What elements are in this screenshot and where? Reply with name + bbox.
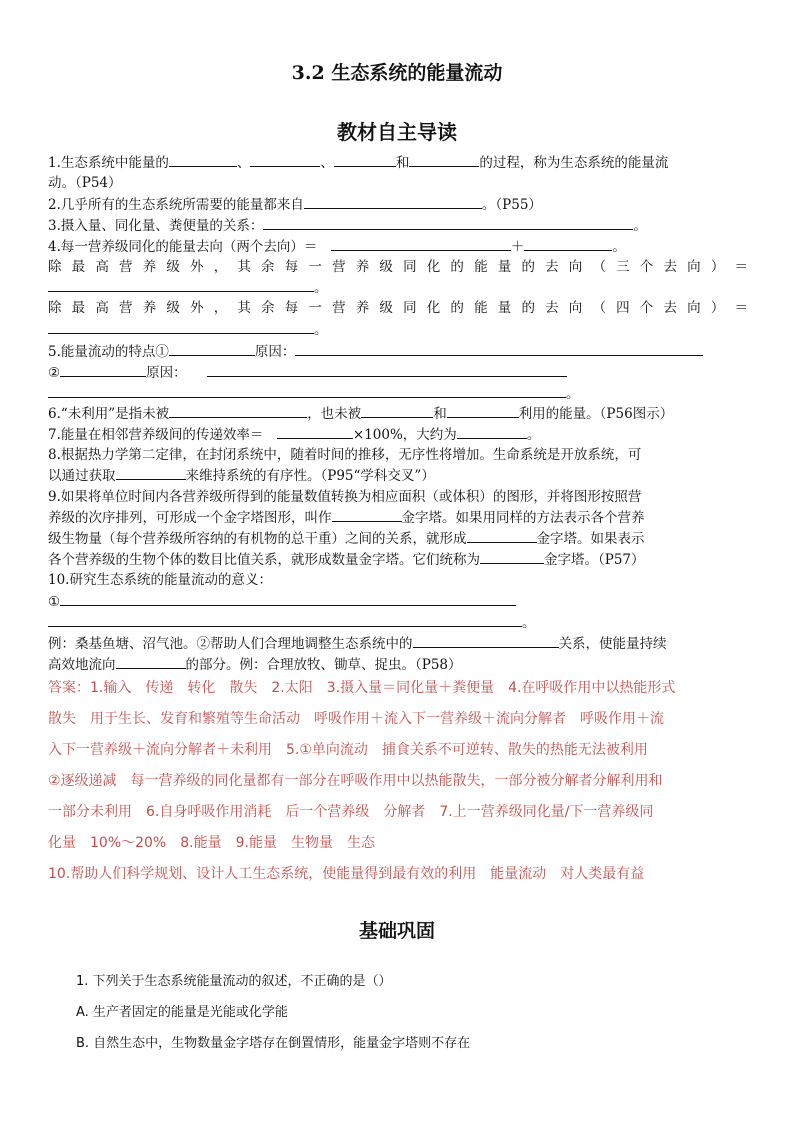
item-4-three-answer: 。 (48, 277, 748, 298)
blank (48, 383, 566, 398)
subtitle: 教材自主导读 (337, 120, 457, 144)
item-5-line-2: ② 原因： (48, 362, 748, 383)
answer-line-3: 入下一营养级＋流向分解者＋未利用 5.①单向流动 捕食关系不可逆转、散失的热能无法被利用 (48, 742, 648, 758)
item-10-line-5: 高效地流向 的部分。例：合理放牧、锄草、捉虫。（P58） (48, 654, 748, 675)
item-10-line-1: 10.研究生态系统的能量流动的意义： (48, 572, 272, 588)
item-4: 4.每一营养级同化的能量去向（两个去向）＝ ＋ 。 (48, 236, 748, 257)
item-4-three-directions: 除最高营养级外，其余每一营养级同化的能量的去向（三个去向）＝ (48, 259, 748, 275)
option-b: B. 自然生态中，生物数量金字塔存在倒置情形，能量金字塔则不存在 (76, 1036, 471, 1051)
option-a: A. 生产者固定的能量是光能或化学能 (76, 1005, 288, 1020)
item-10-line-4: 例：桑基鱼塘、沼气池。②帮助人们合理地调整生态系统中的 关系，使能量持续 (48, 633, 748, 654)
blank (304, 194, 482, 209)
section-title: 3.2 生态系统的能量流动 (291, 62, 503, 84)
blank (361, 403, 433, 418)
question-1: 1. 下列关于生态系统能量流动的叙述，不正确的是（） (76, 974, 392, 989)
answer-line-5: 一部分未利用 6.自身呼吸作用消耗 后一个营养级 分解者 7.上一营养级同化量/下一营养级同 (48, 804, 654, 820)
item-8-line-1: 8.根据热力学第二定律，在封闭系统中，随着时间的推移，无序性将增加。生命系统是开放系统，可 (48, 447, 642, 463)
item-7: 7.能量在相邻营养级间的传递效率＝ ×100%，大约为 。 (48, 424, 748, 445)
blank (48, 319, 314, 334)
blank (116, 465, 186, 480)
blank (207, 362, 567, 377)
blank (250, 152, 320, 167)
blank (447, 403, 519, 418)
answer-line-1: 答案：1.输入 传递 转化 散失 2.太阳 3.摄入量＝同化量＋粪便量 4.在呼吸作用中以热能形式 (48, 680, 676, 696)
blank (48, 612, 522, 627)
answer-line-6: 化量 10%～20% 8.能量 9.能量 生物量 生态 (48, 835, 375, 851)
blank (263, 215, 633, 230)
item-9-line-2: 养级的次序排列，可形成一个金字塔图形，叫作 金字塔。如果用同样的方法表示各个营养 (48, 507, 748, 528)
blank (332, 507, 402, 522)
blank (277, 424, 353, 439)
item-10-line-3: 。 (48, 612, 748, 633)
blank (480, 549, 544, 564)
item-9-line-3: 级生物量（每个营养级所容纳的有机物的总干重）之间的关系，就形成 金字塔。如果表示 (48, 528, 748, 549)
item-9-line-1: 9.如果将单位时间内各营养级所得到的能量数值转换为相应面积（或体积）的图形，并将图形按照营 (48, 489, 642, 505)
item-10-line-2: ① (48, 591, 748, 612)
blank (467, 528, 537, 543)
blank (409, 152, 479, 167)
blank (169, 341, 255, 356)
answer-line-2: 散失 用于生长、发育和繁殖等生命活动 呼吸作用＋流入下一营养级＋流向分解者 呼吸作用＋流 (48, 711, 664, 727)
item-1-line-1: 1.生态系统中能量的 、 、 和 的过程，称为生态系统的能量流 (48, 152, 748, 173)
blank (48, 277, 314, 292)
item-5-line-1: 5.能量流动的特点① 原因： (48, 341, 748, 362)
blank (295, 341, 703, 356)
blank (169, 403, 307, 418)
answer-line-7: 10.帮助人们科学规划、设计人工生态系统，使能量得到最有效的利用 能量流动 对人类最有益 (48, 866, 645, 882)
item-5-line-3: 。 (48, 383, 748, 404)
blank (60, 591, 516, 606)
item-4-four-answer: 。 (48, 319, 748, 340)
blank (116, 654, 186, 669)
item-4-four-directions: 除最高营养级外，其余每一营养级同化的能量的去向（四个去向）＝ (48, 300, 748, 316)
item-1-line-2: 动。（P54） (48, 175, 122, 191)
blank (334, 152, 396, 167)
blank (524, 236, 612, 251)
blank (413, 633, 559, 648)
answer-line-4: ②逐级递减 每一营养级的同化量都有一部分在呼吸作用中以热能散失，一部分被分解者分解利用和 (48, 773, 663, 789)
item-3: 3.摄入量、同化量、粪便量的关系： 。 (48, 215, 748, 236)
blank (331, 236, 511, 251)
item-6: 6.“未利用”是指未被 ，也未被 和 利用的能量。（P56图示） (48, 403, 748, 424)
item-9-line-4: 各个营养级的生物个体的数目比值关系，就形成数量金字塔。它们统称为 金字塔。（P57） (48, 549, 748, 570)
blank (457, 424, 527, 439)
item-2: 2.几乎所有的生态系统所需要的能量都来自 。（P55） (48, 194, 748, 215)
item-8-line-2: 以通过获取 来维持系统的有序性。（P95“学科交叉”） (48, 465, 748, 486)
practice-heading: 基础巩固 (358, 920, 435, 942)
blank (169, 152, 237, 167)
blank (60, 362, 146, 377)
